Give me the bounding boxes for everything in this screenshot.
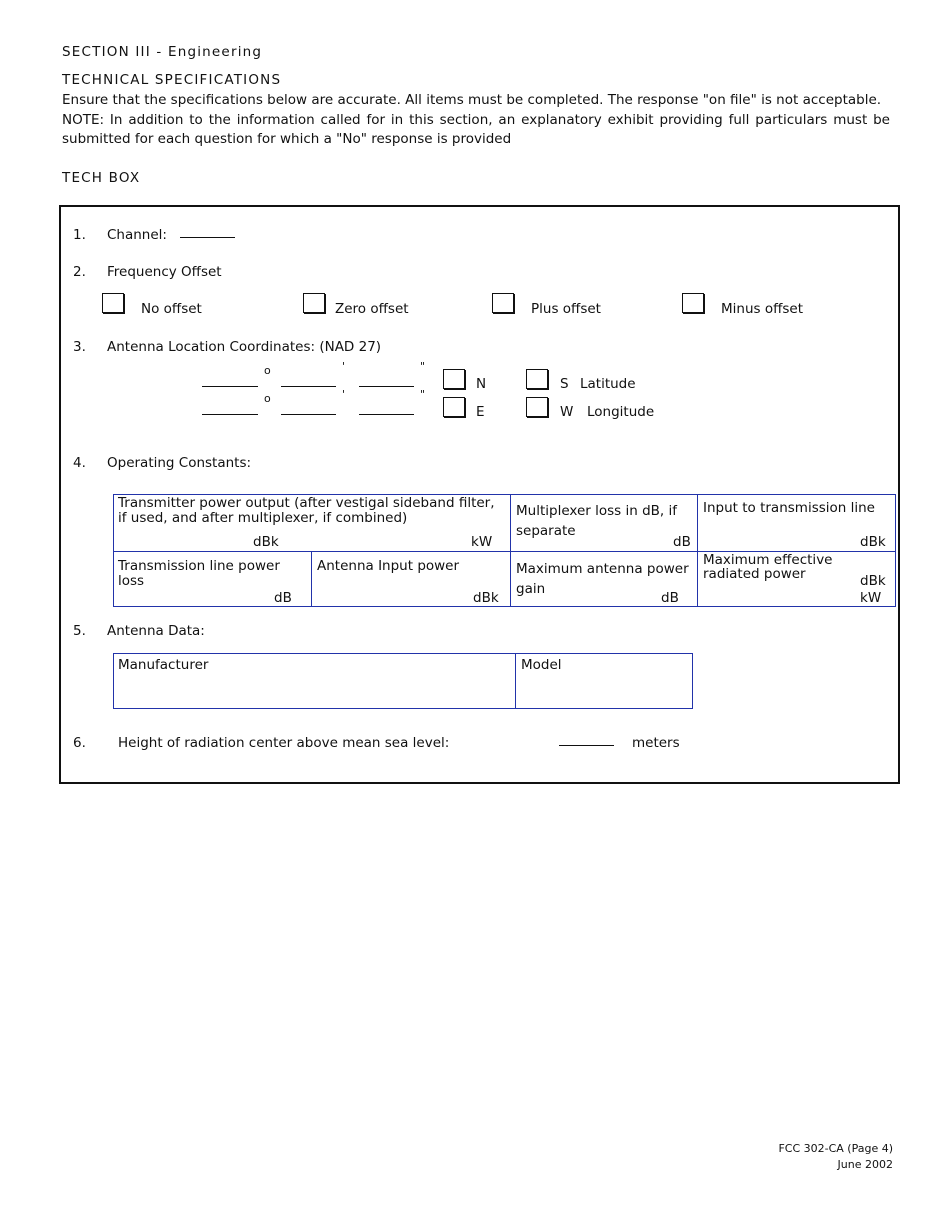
mux-loss-unit: dB xyxy=(673,534,691,550)
latitude-seconds-input[interactable] xyxy=(359,386,414,387)
antenna-input-label: Antenna Input power xyxy=(317,558,460,574)
antenna-data-table xyxy=(113,653,693,709)
item-number-1: 1. xyxy=(73,227,86,243)
item-number-3: 3. xyxy=(73,339,86,355)
minute-symbol: ' xyxy=(342,388,346,401)
max-gain-label: Maximum antenna power gain xyxy=(516,561,689,597)
plus-offset-label: Plus offset xyxy=(531,301,601,317)
plus-offset-checkbox[interactable] xyxy=(492,293,514,313)
south-checkbox[interactable] xyxy=(526,369,548,389)
tx-power-cell[interactable] xyxy=(113,494,510,551)
tx-power-unit-kw: kW xyxy=(471,534,493,550)
form-number: FCC 302-CA (Page 4) xyxy=(778,1142,893,1155)
tx-line-loss-cell[interactable] xyxy=(113,551,311,607)
tech-specs-heading: TECHNICAL SPECIFICATIONS xyxy=(62,72,282,88)
latitude-degrees-input[interactable] xyxy=(202,386,258,387)
item-number-2: 2. xyxy=(73,264,86,280)
no-offset-checkbox[interactable] xyxy=(102,293,124,313)
north-label: N xyxy=(476,376,487,392)
input-tx-line-unit: dBk xyxy=(860,534,886,550)
longitude-seconds-input[interactable] xyxy=(359,414,414,415)
frequency-offset-label: Frequency Offset xyxy=(107,264,222,280)
model-label: Model xyxy=(521,657,562,673)
operating-constants-label: Operating Constants: xyxy=(107,455,252,471)
tx-power-unit-dbk: dBk xyxy=(253,534,279,550)
max-erp-unit-dbk: dBk xyxy=(860,573,886,589)
item-number-6: 6. xyxy=(73,735,86,751)
antenna-location-label: Antenna Location Coordinates: (NAD 27) xyxy=(107,339,382,355)
form-date: June 2002 xyxy=(837,1158,893,1171)
mux-loss-cell[interactable] xyxy=(510,494,697,551)
antenna-data-label: Antenna Data: xyxy=(107,623,205,639)
antenna-input-unit: dBk xyxy=(473,590,499,606)
max-erp-label: Maximum effective radiated power xyxy=(703,552,833,582)
second-symbol: " xyxy=(420,360,426,373)
item-number-4: 4. xyxy=(73,455,86,471)
manufacturer-label: Manufacturer xyxy=(118,657,209,673)
tech-box-heading: TECH BOX xyxy=(62,170,141,186)
minus-offset-checkbox[interactable] xyxy=(682,293,704,313)
section-title: SECTION III - Engineering xyxy=(62,44,263,60)
longitude-degrees-input[interactable] xyxy=(202,414,258,415)
channel-input[interactable] xyxy=(180,237,235,238)
instructions-text: Ensure that the specifications below are accurate. All items must be completed. The response "on file" is not acceptable. xyxy=(62,92,882,108)
tx-power-label: Transmitter power output (after vestigal sideband filter, if used, and after multiplexer, if combined) xyxy=(118,495,495,526)
max-erp-cell[interactable] xyxy=(697,551,895,607)
manufacturer-cell[interactable] xyxy=(113,653,515,708)
input-tx-line-label: Input to transmission line xyxy=(703,500,875,516)
west-checkbox[interactable] xyxy=(526,397,548,417)
max-gain-cell[interactable] xyxy=(510,551,697,607)
tx-line-loss-unit: dB xyxy=(274,590,292,606)
longitude-minutes-input[interactable] xyxy=(281,414,336,415)
input-tx-line-cell[interactable] xyxy=(697,494,895,551)
south-label: S xyxy=(560,376,569,392)
degree-symbol: o xyxy=(264,364,271,377)
zero-offset-label: Zero offset xyxy=(335,301,409,317)
model-cell[interactable] xyxy=(515,653,692,708)
latitude-minutes-input[interactable] xyxy=(281,386,336,387)
operating-constants-table xyxy=(113,494,896,607)
note-text: NOTE: In addition to the information called for in this section, an explanatory exhibit providing full particulars must be submitted for each question for which a "No" response is provided xyxy=(62,112,890,147)
east-checkbox[interactable] xyxy=(443,397,465,417)
second-symbol: " xyxy=(420,388,426,401)
antenna-input-cell[interactable] xyxy=(311,551,510,607)
latitude-label: Latitude xyxy=(580,376,636,392)
minute-symbol: ' xyxy=(342,360,346,373)
max-erp-unit-kw: kW xyxy=(860,590,882,606)
tech-box xyxy=(59,205,900,784)
max-gain-unit: dB xyxy=(661,590,679,606)
east-label: E xyxy=(476,404,485,420)
height-unit: meters xyxy=(632,735,680,751)
minus-offset-label: Minus offset xyxy=(721,301,804,317)
longitude-label: Longitude xyxy=(587,404,655,420)
west-label: W xyxy=(560,404,574,420)
zero-offset-checkbox[interactable] xyxy=(303,293,325,313)
channel-label: Channel: xyxy=(107,227,167,243)
item-number-5: 5. xyxy=(73,623,86,639)
height-input[interactable] xyxy=(559,745,614,746)
degree-symbol: o xyxy=(264,392,271,405)
height-label: Height of radiation center above mean sea level: xyxy=(118,735,450,751)
tx-line-loss-label: Transmission line power loss xyxy=(118,558,280,589)
no-offset-label: No offset xyxy=(141,301,202,317)
mux-loss-label: Multiplexer loss in dB, if separate xyxy=(516,503,677,539)
north-checkbox[interactable] xyxy=(443,369,465,389)
